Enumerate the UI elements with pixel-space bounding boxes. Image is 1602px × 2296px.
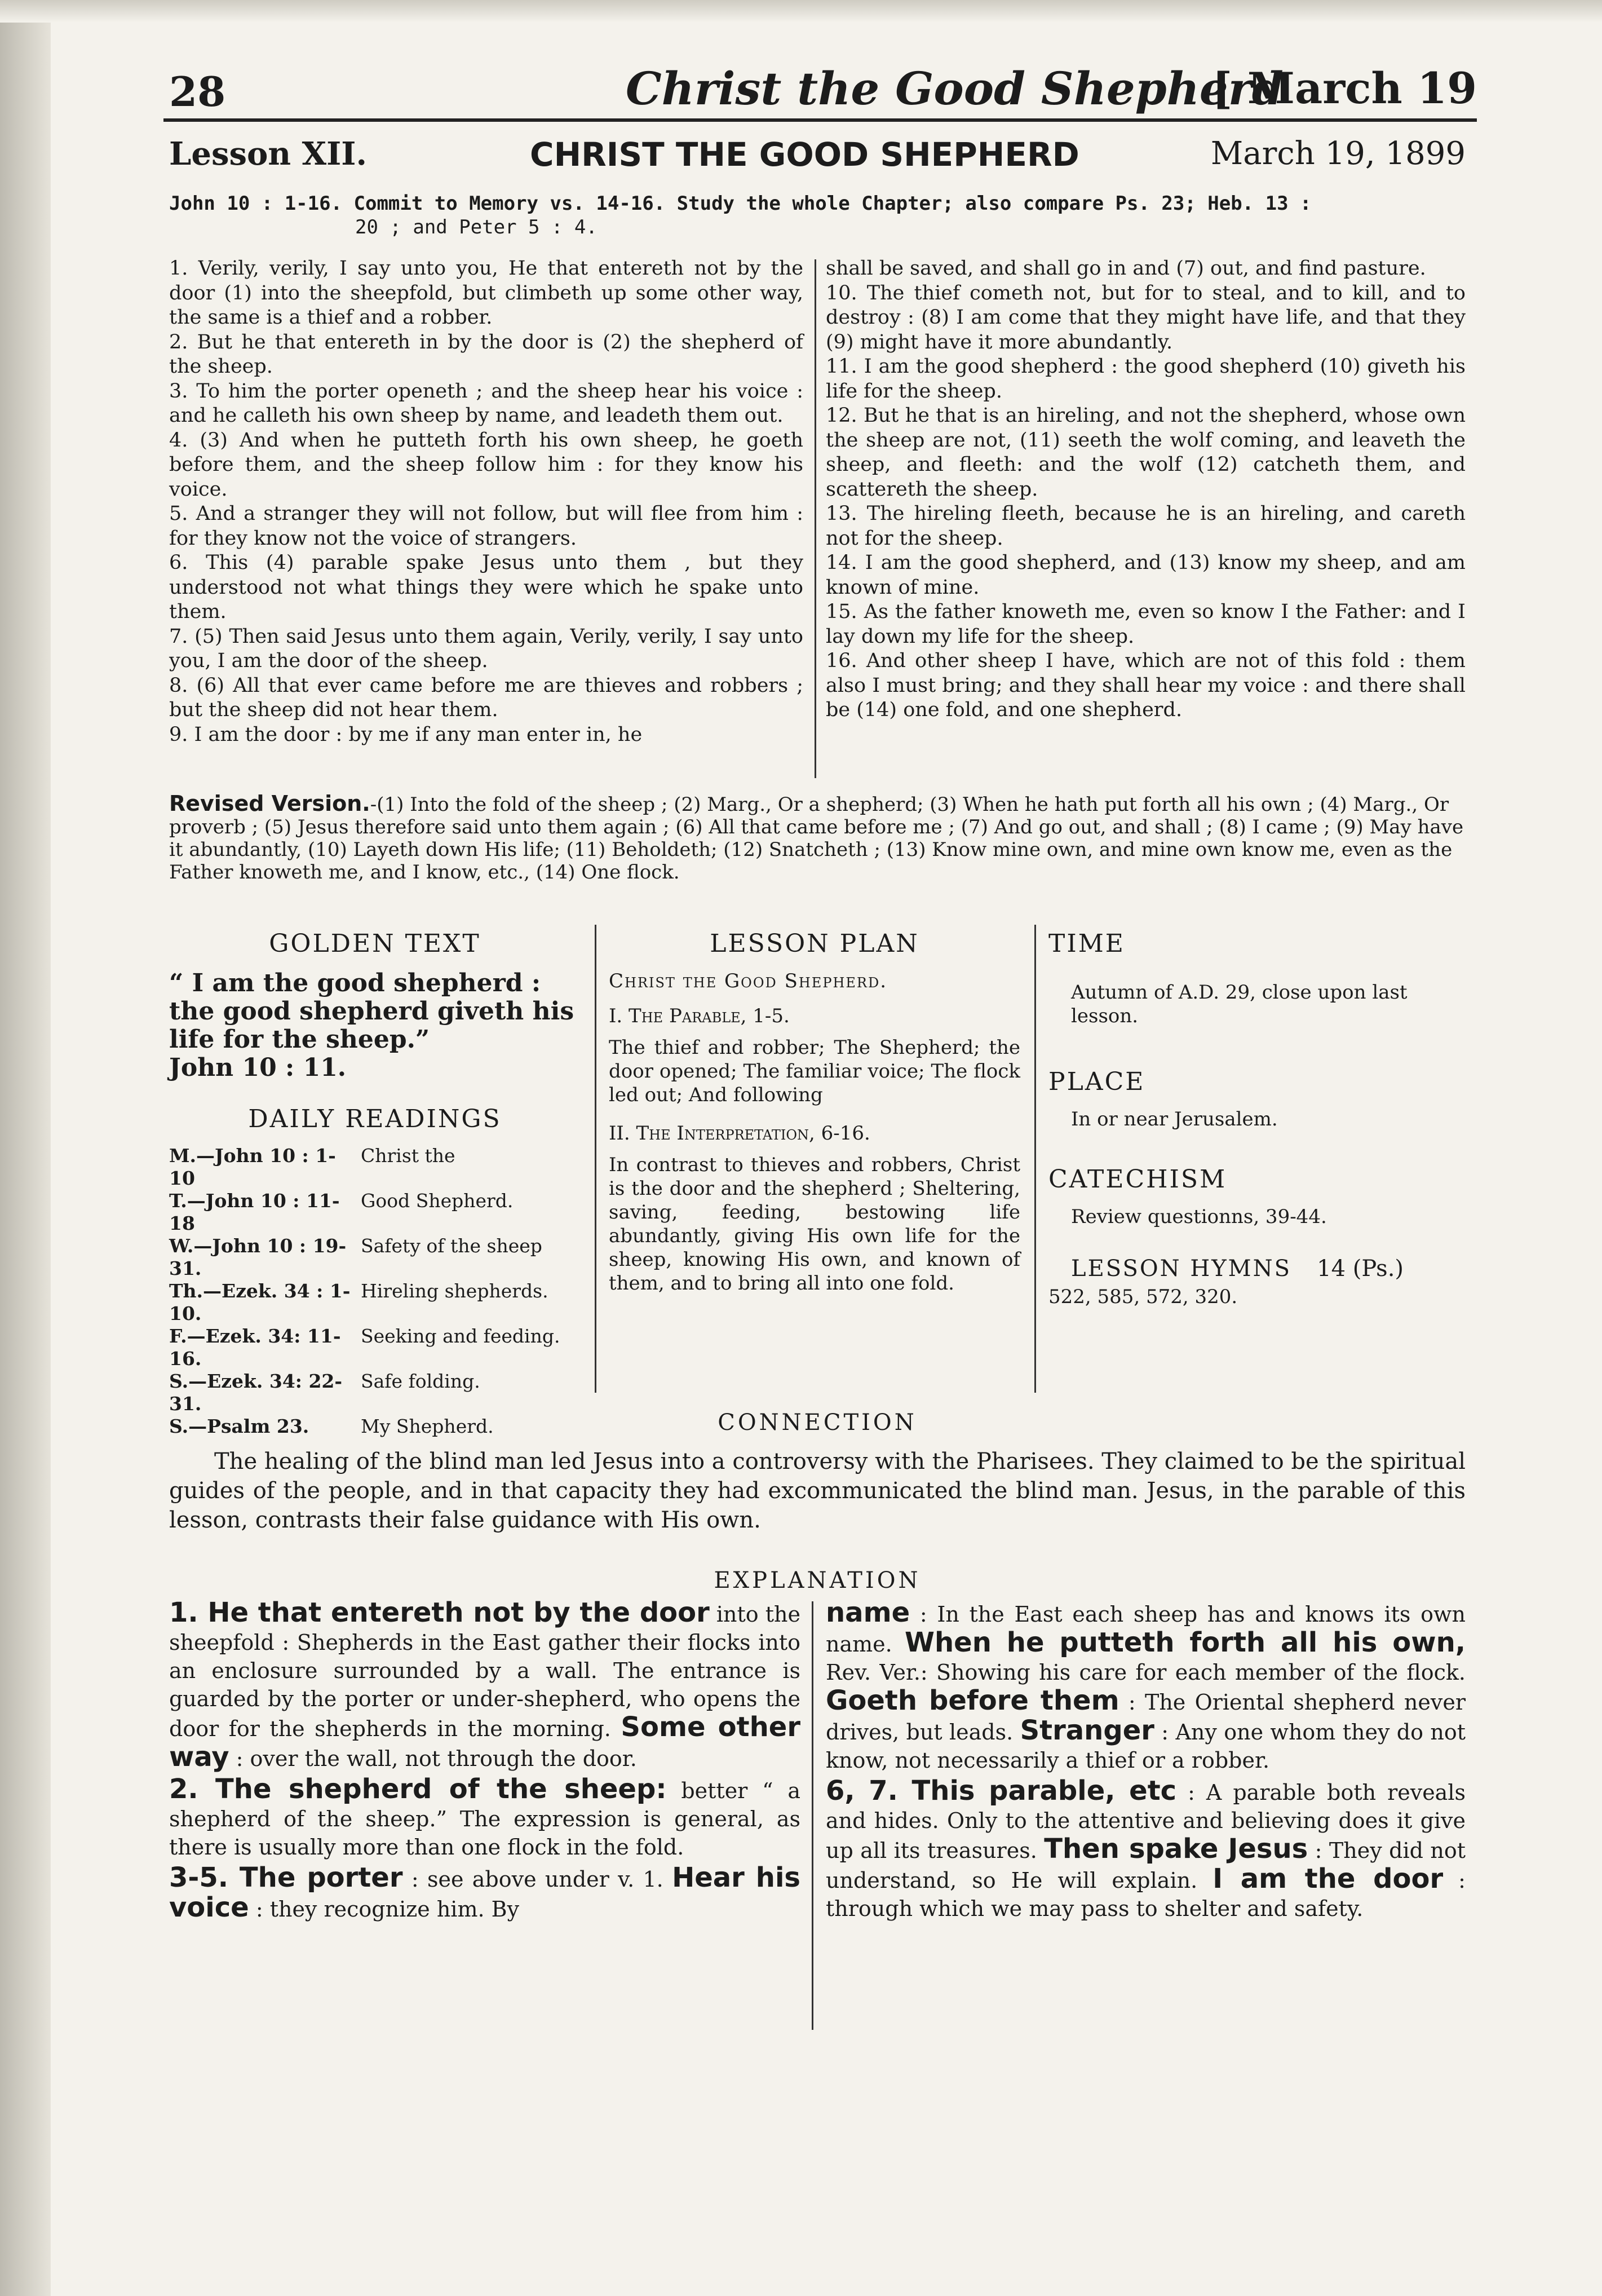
explanation-term: 2. The shepherd of the sheep: bbox=[169, 1773, 667, 1805]
reading-row bbox=[169, 1235, 581, 1280]
box-divider bbox=[1034, 925, 1036, 1393]
explanation-paragraph bbox=[826, 1599, 1466, 1774]
reading-topic: Seeking and feeding. bbox=[361, 1325, 560, 1347]
reading-day: T.—John 10 : 11-18 bbox=[169, 1190, 340, 1234]
explanation-text: better “ a shepherd of the sheep.” The expression is general, as there is usually more than one flock in the fold. bbox=[169, 1778, 800, 1860]
explanation-term: I am the door bbox=[1212, 1863, 1444, 1895]
explanation-text: : Any one whom they do not know, not necessarily a thief or a robber. bbox=[826, 1720, 1466, 1773]
verse: 1. Verily, verily, I say unto you, He that entereth not by the door (1) into the sheepfold, but climbeth up some other way, the same is a thief and a robber. bbox=[169, 257, 803, 329]
reading-day: M.—John 10 : 1-10 bbox=[169, 1145, 336, 1189]
explanation-paragraph bbox=[169, 1864, 800, 1923]
catechism-text: Review questionns, 39-44. bbox=[1071, 1206, 1327, 1228]
reading-row bbox=[169, 1370, 581, 1415]
running-header bbox=[163, 56, 1477, 122]
explanation-term: 1. He that entereth not by the door bbox=[169, 1597, 710, 1628]
verse: 13. The hireling fleeth, because he is an hireling, and careth not for the sheep. bbox=[826, 502, 1466, 550]
verse: 16. And other sheep I have, which are not of this fold : them also I must bring; and they shall hear my voice : and there shall be (14) one fold, and one shepherd. bbox=[826, 650, 1466, 721]
lesson-plan-subtitle: Christ the Good Shepherd. bbox=[609, 970, 888, 992]
reading-row bbox=[169, 1190, 581, 1235]
lesson-plan-part-1-text: The thief and robber; The Shepherd; the door opened; The familiar voice; The flock led out; And following bbox=[609, 1036, 1020, 1106]
verse: 7. (5) Then said Jesus unto them again, Verily, verily, I say unto you, I am the door of the sheep. bbox=[169, 625, 803, 672]
explanation-text: : through which we may pass to shelter and safety. bbox=[826, 1868, 1466, 1921]
reading-day: S.—Psalm 23. bbox=[169, 1415, 309, 1437]
explanation-term: name bbox=[826, 1597, 910, 1628]
lesson-plan-box bbox=[609, 925, 1020, 1393]
lesson-title: CHRIST THE GOOD SHEPHERD bbox=[530, 135, 1079, 174]
explanation-text: : see above under v. 1. bbox=[402, 1867, 672, 1892]
verse: 11. I am the good shepherd : the good shepherd (10) giveth his life for the sheep. bbox=[826, 355, 1466, 403]
explanation-text: Rev. Ver.: Showing his care for each member of the flock. bbox=[826, 1660, 1466, 1685]
catechism-heading: CATECHISM bbox=[1048, 1165, 1227, 1194]
running-date: [ March 19 bbox=[1212, 63, 1477, 113]
golden-text-heading: GOLDEN TEXT bbox=[269, 929, 481, 958]
reading-topic: Safe folding. bbox=[361, 1370, 480, 1392]
scan-left-edge bbox=[0, 0, 51, 2296]
connection-heading: CONNECTION bbox=[718, 1410, 917, 1436]
place-text: In or near Jerusalem. bbox=[1071, 1108, 1278, 1131]
page-number: 28 bbox=[169, 68, 226, 116]
reading-row bbox=[169, 1325, 581, 1370]
explanation-paragraph bbox=[169, 1775, 800, 1861]
lesson-plan-heading: LESSON PLAN bbox=[710, 929, 919, 958]
reading-topic: Hireling shepherds. bbox=[361, 1280, 548, 1302]
reading-topic: Christ the bbox=[361, 1145, 455, 1167]
explanation-paragraph bbox=[169, 1599, 800, 1773]
explanation-left-column bbox=[169, 1599, 800, 1926]
scripture-left-column bbox=[169, 257, 803, 747]
verse: 2. But he that entereth in by the door is (2) the shepherd of the sheep. bbox=[169, 330, 803, 378]
reading-topic: Good Shepherd. bbox=[361, 1190, 514, 1212]
time-text: Autumn of A.D. 29, close upon last lesson. bbox=[1071, 981, 1408, 1027]
verse: 5. And a stranger they will not follow, but will flee from him : for they know not the voice of strangers. bbox=[169, 502, 803, 550]
reading-day: Th.—Ezek. 34 : 1-10. bbox=[169, 1280, 351, 1324]
place-heading: PLACE bbox=[1048, 1067, 1145, 1096]
explanation-term: 3-5. The porter bbox=[169, 1862, 403, 1893]
lesson-plan-part-2-text: In contrast to thieves and robbers, Christ is the door and the shepherd ; Sheltering, saving, feeding, bestowing life abundantly, giving His own life for the sheep, knowing His own, and known of them, and to bring all into one fold. bbox=[609, 1154, 1020, 1295]
reference-line-1: John 10 : 1-16. Commit to Memory vs. 14-16. Study the whole Chapter; also compare Ps. 23; Heb. 13 : bbox=[169, 192, 1312, 215]
lesson-plan-part-2: II. The Interpretation, 6-16. bbox=[609, 1122, 870, 1145]
verse: 9. I am the door : by me if any man enter in, he bbox=[169, 723, 643, 746]
hymns-heading: LESSON HYMNS bbox=[1071, 1256, 1292, 1282]
golden-text-quote: “ I am the good shepherd : the good shepherd giveth his life for the sheep.” bbox=[169, 969, 574, 1054]
connection-section bbox=[169, 1410, 1466, 1535]
reference-line-2: 20 ; and Peter 5 : 4. bbox=[355, 216, 598, 239]
column-divider bbox=[815, 259, 816, 778]
reading-day: S.—Ezek. 34: 22-31. bbox=[169, 1370, 343, 1415]
explanation-right-column bbox=[826, 1599, 1466, 1925]
connection-text: The healing of the blind man led Jesus into a controversy with the Pharisees. They claimed to be the spiritual guides of the people, and in that capacity they had excommunicated the blind man. Jesus, in the parable of this lesson, contrasts their false guidance with His own. bbox=[169, 1449, 1466, 1533]
explanation-text: : A parable both reveals and hides. Only to the attentive and believing does it give up all its treasures. bbox=[826, 1780, 1466, 1863]
scripture-reference bbox=[169, 192, 1466, 239]
explanation-term: Hear his voice bbox=[169, 1862, 800, 1923]
explanation-text: : they recognize him. By bbox=[249, 1897, 520, 1922]
verse: 8. (6) All that ever came before me are thieves and robbers ; but the sheep did not hear them. bbox=[169, 674, 803, 721]
time-heading: TIME bbox=[1048, 929, 1125, 958]
revised-version-text: -(1) Into the fold of the sheep ; (2) Marg., Or a shepherd; (3) When he hath put forth all his own ; (4) Marg., Or proverb ; (5) Jesus therefore said unto them again ; (6) All that came before me ; (7) And go out, and shall ; (8) I came ; (9) May have it abundantly, (10) Layeth down His life; (11) Beholdeth; (12) Snatcheth ; (13) Know mine own, and mine own know me, even as the Father knoweth me, and I know, etc., (14) One flock. bbox=[169, 793, 1464, 884]
reading-topic: My Shepherd. bbox=[361, 1415, 494, 1437]
golden-text-reference: John 10 : 11. bbox=[169, 1053, 347, 1082]
daily-readings-heading: DAILY READINGS bbox=[248, 1105, 502, 1133]
explanation-text: : over the wall, not through the door. bbox=[229, 1746, 637, 1771]
verse: 6. This (4) parable spake Jesus unto them , but they understood not what things they were which he spake unto them. bbox=[169, 551, 803, 623]
explanation-term: Stranger bbox=[1020, 1715, 1154, 1746]
hymns-reference: 14 (Ps.) bbox=[1317, 1256, 1404, 1282]
verse: 14. I am the good shepherd, and (13) know my sheep, and am known of mine. bbox=[826, 551, 1466, 599]
lesson-number: Lesson XII. bbox=[169, 135, 367, 173]
golden-text-box bbox=[169, 925, 581, 1437]
reading-day: F.—Ezek. 34: 11-16. bbox=[169, 1325, 341, 1370]
lesson-plan-part-1: I. The Parable, 1-5. bbox=[609, 1005, 790, 1027]
explanation-text: : In the East each sheep has and knows its own name. bbox=[826, 1602, 1466, 1657]
explanation-text: : The Oriental shepherd never drives, but leads. bbox=[826, 1690, 1466, 1745]
reading-row bbox=[169, 1145, 581, 1190]
explanation-heading: EXPLANATION bbox=[714, 1568, 921, 1593]
verse: 4. (3) And when he putteth forth his own sheep, he goeth before them, and the sheep follow him : for they know his voice. bbox=[169, 429, 803, 501]
lesson-heading bbox=[169, 135, 1466, 180]
verse: 15. As the father knoweth me, even so know I the Father: and I lay down my life for the sheep. bbox=[826, 601, 1466, 648]
scripture-right-column bbox=[826, 257, 1466, 723]
running-title: Christ the Good Shepherd bbox=[626, 62, 1284, 115]
explanation-term: Then spake Jesus bbox=[1044, 1833, 1308, 1865]
hymns-numbers: 522, 585, 572, 320. bbox=[1048, 1286, 1238, 1308]
explanation-term: Goeth before them bbox=[826, 1685, 1119, 1716]
lesson-date: March 19, 1899 bbox=[1210, 135, 1466, 172]
explanation-term: 6, 7. This parable, etc bbox=[826, 1775, 1177, 1807]
explanation-text: into the sheepfold : Shepherds in the East gather their flocks into an enclosure surrounded by a wall. The entrance is guarded by the porter or under-shepherd, who opens the door for the shepherds in the morning. bbox=[169, 1602, 800, 1741]
box-divider bbox=[595, 925, 596, 1393]
reading-day: W.—John 10 : 19-31. bbox=[169, 1235, 347, 1279]
verse: shall be saved, and shall go in and (7) out, and find pasture. bbox=[826, 257, 1426, 280]
revised-version-notes bbox=[169, 792, 1466, 884]
explanation-paragraph bbox=[826, 1777, 1466, 1923]
verse: 10. The thief cometh not, but for to steal, and to kill, and to destroy : (8) I am come that they might have life, and that they (9) might have it more abundantly. bbox=[826, 281, 1466, 354]
column-divider bbox=[812, 1601, 813, 2030]
explanation-term: Some other way bbox=[169, 1711, 800, 1773]
verse: 3. To him the porter openeth ; and the sheep hear his voice : and he calleth his own sheep by name, and leadeth them out. bbox=[169, 379, 803, 427]
explanation-term: When he putteth forth all his own, bbox=[905, 1627, 1466, 1658]
verse: 12. But he that is an hireling, and not the shepherd, whose own the sheep are not, (11) seeth the wolf coming, and leaveth the sheep, and fleeth: and the wolf (12) catcheth them, and scattereth the sheep. bbox=[826, 404, 1466, 501]
hymns-line bbox=[1048, 1257, 1466, 1281]
time-place-box bbox=[1048, 925, 1466, 1393]
explanation-text: : They did not understand, so He will explain. bbox=[826, 1838, 1466, 1893]
scan-top-edge bbox=[0, 0, 1602, 23]
revised-version-label: Revised Version. bbox=[169, 791, 370, 816]
reading-topic: Safety of the sheep bbox=[361, 1235, 542, 1257]
reading-row bbox=[169, 1280, 581, 1325]
